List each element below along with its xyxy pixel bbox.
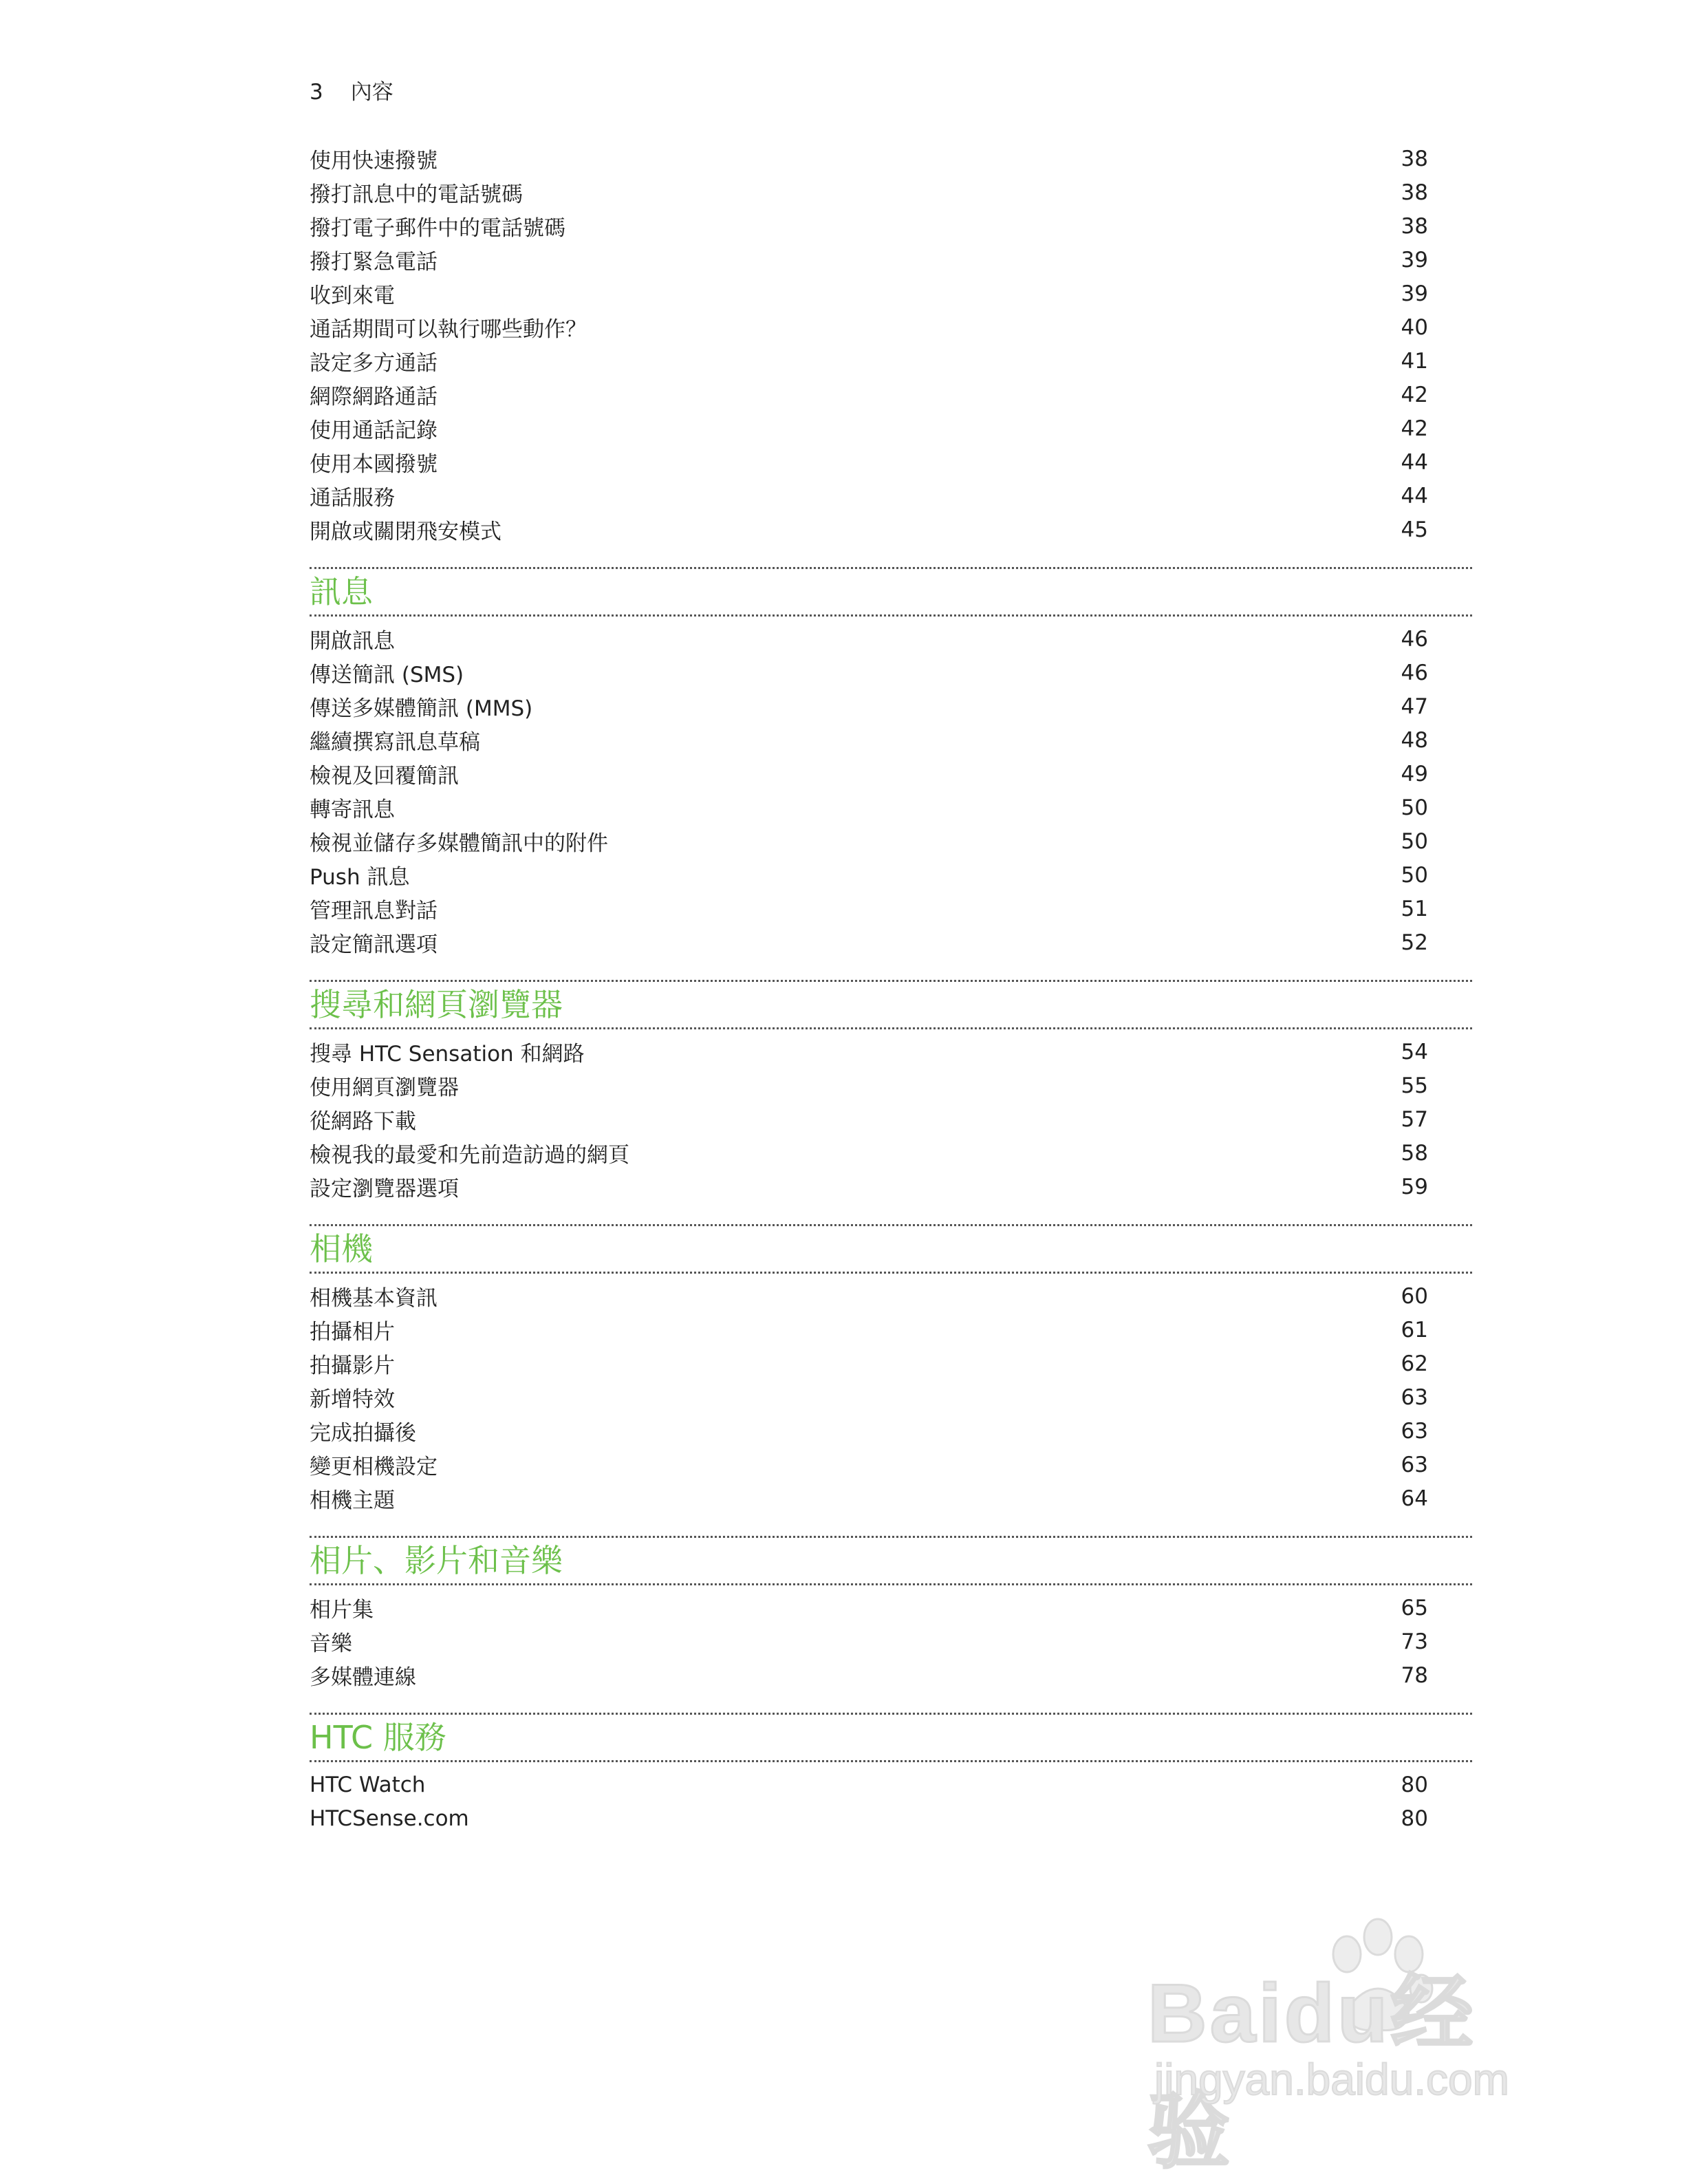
toc-entry-label: 從網路下載 — [310, 1109, 416, 1134]
page-header — [310, 77, 393, 107]
baidu-watermark — [1147, 1906, 1540, 2178]
toc-entry-page-number: 60 — [1401, 1283, 1428, 1309]
page-title: 內容 — [350, 80, 393, 105]
toc-entry-label: 完成拍攝後 — [310, 1421, 416, 1446]
toc-entry-page-number: 63 — [1401, 1384, 1428, 1410]
toc-entry[interactable] — [310, 892, 1472, 925]
toc-entry[interactable] — [310, 1279, 1472, 1313]
toc-entry-label: 使用本國撥號 — [310, 452, 438, 477]
toc-entry[interactable] — [310, 1035, 1472, 1069]
toc-entry-label: 撥打緊急電話 — [310, 250, 438, 275]
toc-entry-label: 新增特效 — [310, 1387, 395, 1412]
toc-entry-page-number: 51 — [1401, 896, 1428, 921]
toc-entry[interactable] — [310, 1658, 1472, 1692]
toc-entry[interactable] — [310, 142, 1472, 175]
toc-entry[interactable] — [310, 1380, 1472, 1414]
section-title[interactable]: 相機 — [310, 1230, 373, 1267]
toc-entry[interactable] — [310, 723, 1472, 757]
toc-entry[interactable] — [310, 175, 1472, 209]
toc-entry-label: 網際網路通話 — [310, 385, 438, 409]
toc-entry-label: 傳送簡訊 (SMS) — [310, 663, 464, 687]
toc-entry-page-number: 63 — [1401, 1452, 1428, 1477]
toc-entry-label: 使用快速撥號 — [310, 149, 438, 173]
toc-entry-label: 變更相機設定 — [310, 1455, 438, 1479]
toc-entry-page-number: 42 — [1401, 382, 1428, 407]
toc-entry[interactable] — [310, 1347, 1472, 1380]
toc-entry-page-number: 40 — [1401, 314, 1428, 340]
toc-entry-page-number: 42 — [1401, 416, 1428, 441]
page-number: 3 — [310, 80, 323, 105]
toc-entry-page-number: 80 — [1401, 1806, 1428, 1831]
section-header — [310, 567, 1472, 617]
section-header — [310, 980, 1472, 1029]
toc-section — [310, 567, 1472, 959]
toc-entry[interactable] — [310, 1591, 1472, 1625]
toc-entry[interactable] — [310, 1625, 1472, 1658]
toc-entry-page-number: 62 — [1401, 1351, 1428, 1376]
toc-entry-label: 多媒體連線 — [310, 1665, 416, 1690]
toc-entry[interactable] — [310, 1102, 1472, 1136]
section-title[interactable]: 訊息 — [310, 573, 373, 610]
section-header — [310, 1536, 1472, 1585]
toc-entry[interactable] — [310, 791, 1472, 824]
toc-entry-page-number: 46 — [1401, 660, 1428, 685]
toc-entry[interactable] — [310, 622, 1472, 656]
toc-entry-page-number: 49 — [1401, 761, 1428, 786]
toc-entry-page-number: 38 — [1401, 180, 1428, 205]
toc-entry-label: 撥打電子郵件中的電話號碼 — [310, 216, 565, 241]
toc-entry-page-number: 38 — [1401, 213, 1428, 239]
watermark-brand: Baidu经验 — [1147, 1967, 1476, 2178]
toc-entry-page-number: 44 — [1401, 483, 1428, 508]
toc-entry-page-number: 50 — [1401, 795, 1428, 820]
toc-entry[interactable] — [310, 1414, 1472, 1448]
toc-entry-page-number: 46 — [1401, 626, 1428, 652]
toc-entry-label: 相機主題 — [310, 1488, 395, 1513]
toc-entry[interactable] — [310, 1136, 1472, 1170]
toc-entry-page-number: 59 — [1401, 1174, 1428, 1199]
toc-entry-label: 開啟訊息 — [310, 629, 395, 654]
toc-entry-page-number: 47 — [1401, 694, 1428, 719]
toc-entry-label: 拍攝影片 — [310, 1353, 395, 1378]
toc-entry-label: 檢視及回覆簡訊 — [310, 764, 459, 789]
toc-entry[interactable] — [310, 277, 1472, 310]
toc-section — [310, 1536, 1472, 1692]
toc-entry-label: Push 訊息 — [310, 865, 410, 890]
toc-entry[interactable] — [310, 824, 1472, 858]
toc-entry-label: 音樂 — [310, 1631, 352, 1656]
section-title[interactable]: HTC 服務 — [310, 1719, 446, 1756]
toc-entry-label: 收到來電 — [310, 283, 395, 308]
toc-entry[interactable] — [310, 1069, 1472, 1102]
toc-entry[interactable] — [310, 1313, 1472, 1347]
toc-entry-label: 傳送多媒體簡訊 (MMS) — [310, 696, 533, 721]
toc-entry-page-number: 54 — [1401, 1039, 1428, 1064]
toc-entry-label: 相機基本資訊 — [310, 1286, 438, 1311]
toc-entry-label: 繼續撰寫訊息草稿 — [310, 730, 480, 755]
toc-entry[interactable] — [310, 1170, 1472, 1203]
toc-entry-label: HTCSense.com — [310, 1806, 469, 1831]
toc-entry-page-number: 63 — [1401, 1418, 1428, 1444]
toc-entry-page-number: 58 — [1401, 1140, 1428, 1166]
toc-entry-label: 使用通話記錄 — [310, 418, 438, 443]
toc-entry-page-number: 50 — [1401, 828, 1428, 854]
toc-entry-label: 搜尋 HTC Sensation 和網路 — [310, 1042, 585, 1067]
toc-entry-page-number: 38 — [1401, 146, 1428, 171]
toc-entry-page-number: 80 — [1401, 1772, 1428, 1797]
toc-entry-label: 管理訊息對話 — [310, 899, 438, 923]
toc-entry-page-number: 45 — [1401, 517, 1428, 542]
toc-entry[interactable] — [310, 209, 1472, 243]
toc-entry[interactable] — [310, 378, 1472, 411]
toc-entry-page-number: 61 — [1401, 1317, 1428, 1342]
toc-section — [310, 1224, 1472, 1515]
toc-entry-page-number: 78 — [1401, 1662, 1428, 1688]
toc-entry-page-number: 57 — [1401, 1106, 1428, 1132]
toc-entry-page-number: 52 — [1401, 930, 1428, 955]
toc-entry[interactable] — [310, 479, 1472, 513]
toc-entry[interactable] — [310, 243, 1472, 277]
toc-entry[interactable] — [310, 1801, 1472, 1835]
section-header — [310, 1224, 1472, 1274]
toc-entry[interactable] — [310, 689, 1472, 723]
toc-entry[interactable] — [310, 1481, 1472, 1515]
toc-entry[interactable] — [310, 1768, 1472, 1801]
toc-entry-label: 設定瀏覽器選項 — [310, 1177, 459, 1201]
toc-entry[interactable] — [310, 411, 1472, 445]
toc-entry-label: 使用網頁瀏覽器 — [310, 1075, 459, 1100]
toc-entry-label: 相片集 — [310, 1598, 374, 1623]
section-header — [310, 1713, 1472, 1762]
toc-entry-label: 拍攝相片 — [310, 1320, 395, 1345]
toc-entry-page-number: 41 — [1401, 348, 1428, 374]
section-title[interactable]: 搜尋和網頁瀏覽器 — [310, 986, 563, 1023]
toc-entry-label: 設定簡訊選項 — [310, 932, 438, 957]
toc-entry-page-number: 64 — [1401, 1486, 1428, 1511]
toc-entry-page-number: 55 — [1401, 1073, 1428, 1098]
toc-entry-label: 通話期間可以執行哪些動作？ — [310, 317, 587, 342]
toc-entry[interactable] — [310, 310, 1472, 344]
toc-entry-label: HTC Watch — [310, 1772, 426, 1797]
toc-entry-label: 撥打訊息中的電話號碼 — [310, 182, 523, 207]
toc-entry-page-number: 39 — [1401, 281, 1428, 306]
toc-entry-page-number: 65 — [1401, 1595, 1428, 1620]
toc-entry-page-number: 73 — [1401, 1629, 1428, 1654]
toc-entry-label: 設定多方通話 — [310, 351, 438, 376]
toc-entry-label: 通話服務 — [310, 486, 395, 511]
toc-entry[interactable] — [310, 858, 1472, 892]
toc-entry-label: 檢視並儲存多媒體簡訊中的附件 — [310, 831, 608, 856]
toc-entry-label: 轉寄訊息 — [310, 797, 395, 822]
toc-section — [310, 980, 1472, 1203]
toc-entry[interactable] — [310, 513, 1472, 546]
toc-entry-page-number: 48 — [1401, 727, 1428, 753]
table-of-contents — [310, 142, 1472, 1835]
toc-entry[interactable] — [310, 757, 1472, 791]
watermark-url: jingyan.baidu.com — [1154, 2055, 1509, 2104]
toc-entry[interactable] — [310, 1448, 1472, 1481]
toc-entry[interactable] — [310, 445, 1472, 479]
toc-entry[interactable] — [310, 344, 1472, 378]
toc-entry-page-number: 50 — [1401, 862, 1428, 888]
toc-entry[interactable] — [310, 925, 1472, 959]
toc-section — [310, 1713, 1472, 1835]
toc-entry-page-number: 44 — [1401, 449, 1428, 475]
section-title[interactable]: 相片、影片和音樂 — [310, 1542, 563, 1579]
toc-entry-label: 檢視我的最愛和先前造訪過的網頁 — [310, 1143, 629, 1168]
toc-entry-page-number: 39 — [1401, 247, 1428, 272]
toc-entry-label: 開啟或關閉飛安模式 — [310, 520, 501, 544]
toc-entry[interactable] — [310, 656, 1472, 689]
